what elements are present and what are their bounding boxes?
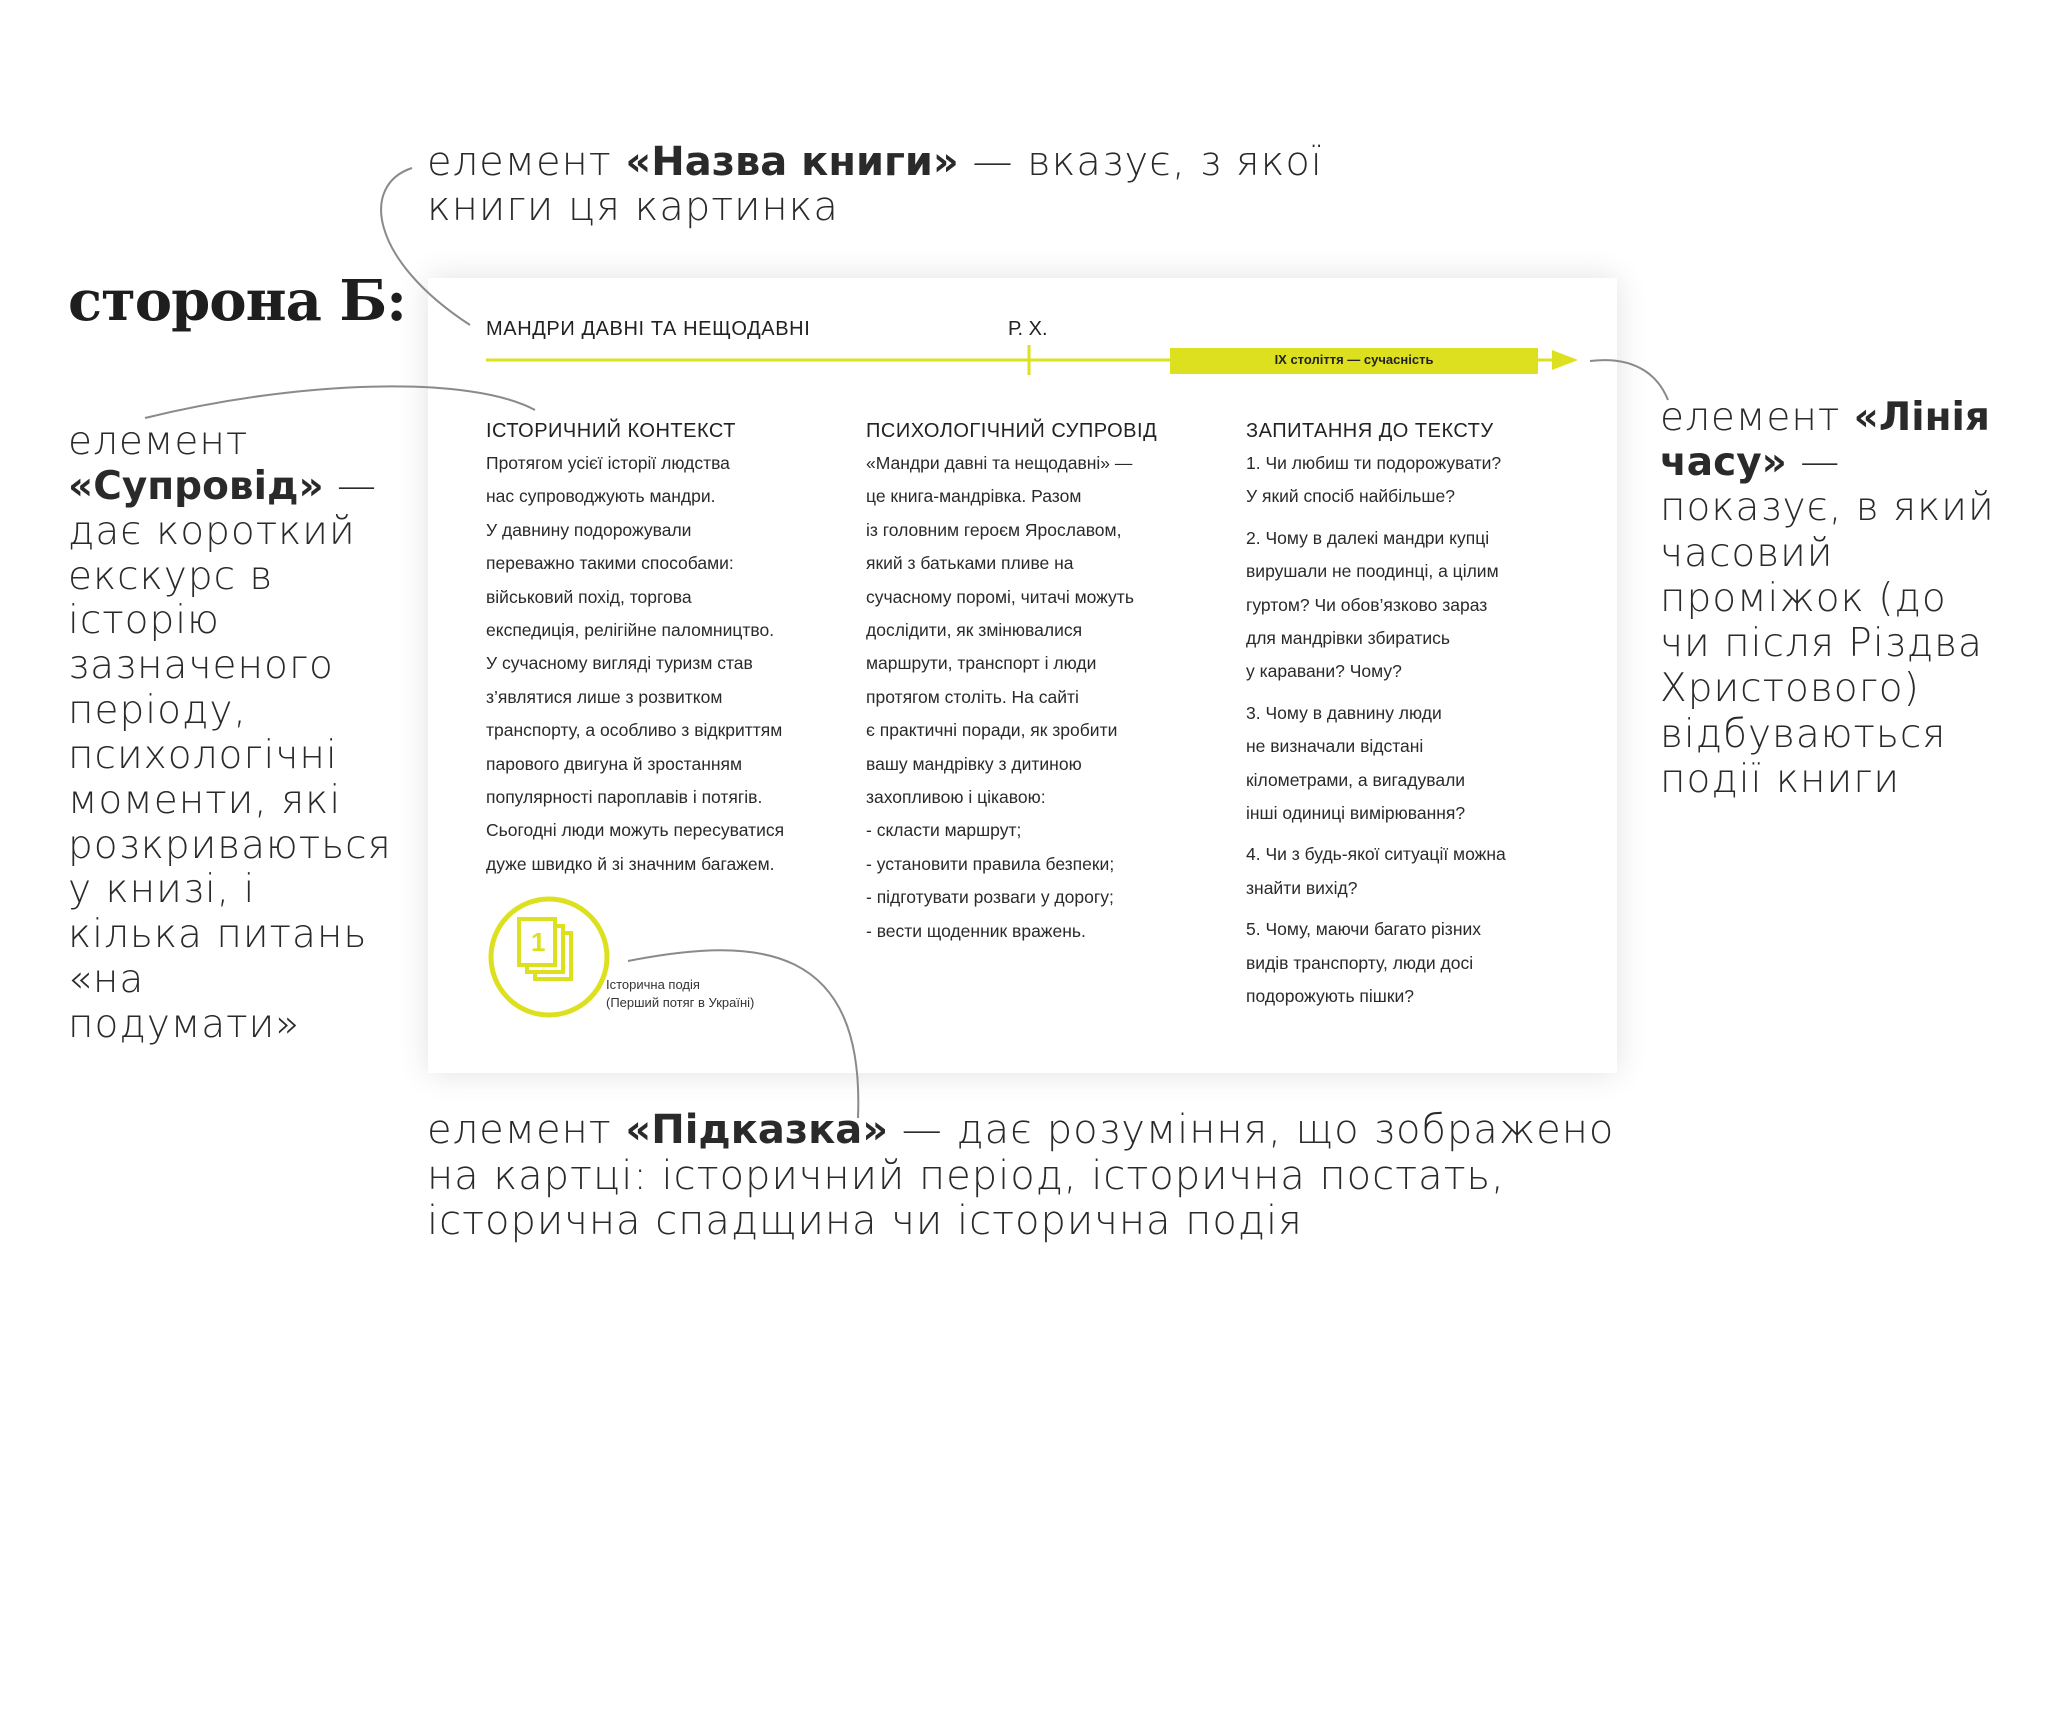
text-line: дослідити, як змінювалися [866, 620, 1083, 641]
text-line: - вести щоденник вражень. [866, 920, 1086, 941]
question-item: 5. Чому, маючи багато різних видів транспорту, люди досі подорожують пішки? [1246, 919, 1482, 1007]
hint-icon-number: 1 [531, 927, 546, 957]
text-line: - скласти маршрут; [866, 820, 1022, 841]
column-historical-context [486, 420, 826, 881]
annotation-name: «Супровід» [68, 463, 324, 509]
column-questions [1246, 420, 1576, 1022]
timeline-period-label: IX століття — сучасність [1274, 352, 1434, 367]
column-body [866, 447, 1206, 948]
text-line: є практичні поради, як зробити [866, 720, 1118, 741]
text-line: протягом століть. На сайті [866, 686, 1079, 707]
text-line: У давнину подорожували [486, 519, 692, 540]
column-heading: ПСИХОЛОГІЧНИЙ СУПРОВІД [866, 420, 1158, 442]
text-line: військовий похід, торгова [486, 586, 692, 607]
question-item: 4. Чи з будь-якої ситуації можна знайти вихід? [1246, 844, 1506, 898]
question-item: 1. Чи любиш ти подорожувати? У який спосіб найбільше? [1246, 453, 1502, 507]
annotation-book-title: елемент «Назва книги» — вказує, з якої книги ця картинка [427, 139, 1323, 230]
side-title: сторона Б: [68, 268, 406, 334]
text-line: із головним героєм Ярославом, [866, 519, 1122, 540]
book-title: МАНДРИ ДАВНІ ТА НЕЩОДАВНІ [486, 318, 811, 340]
text-line: - установити правила безпеки; [866, 853, 1115, 874]
text-line: це книга-мандрівка. Разом [866, 486, 1082, 507]
question-item: 3. Чому в давнину люди не визначали відстані кілометрами, а вигадували інші одиниці вимірювання? [1246, 702, 1466, 824]
text-line: переважно такими способами: [486, 553, 734, 574]
text-line: який з батьками пливе на [866, 553, 1074, 574]
text-line: вашу мандрівку з дитиною [866, 753, 1082, 774]
annotation-hint: елемент «Підказка» — дає розуміння, що зображено на картці: історичний період, історична постать, історична спадщина чи історична подія [427, 1107, 1615, 1245]
text-line: «Мандри давні та нещодавні» — [866, 453, 1133, 473]
text-line: захопливою і цікавою: [866, 787, 1046, 808]
timeline-arrow-icon [1552, 350, 1578, 370]
column-heading: ІСТОРИЧНИЙ КОНТЕКСТ [486, 420, 736, 442]
text-line: з’являтися лише з розвитком [486, 686, 723, 707]
text-line: - підготувати розваги у дорогу; [866, 887, 1114, 908]
historical-event-icon [487, 895, 617, 1025]
text-line: експедиція, релігійне паломництво. [486, 620, 775, 641]
text-line: нас супроводжують мандри. [486, 486, 716, 507]
hint-caption: Історична подія (Перший потяг в Україні) [606, 977, 755, 1010]
card-side-b [428, 278, 1617, 1073]
annotation-name: «Лінія часу» [1660, 395, 1990, 486]
annotation-name: «Назва книги» [625, 139, 959, 185]
text-line: маршрути, транспорт і люди [866, 653, 1097, 674]
text-line: транспорту, а особливо з відкриттям [486, 720, 783, 741]
annotation-support: елемент «Супровід» — дає короткий екскурс в історію зазначеного періоду, психологічні моменти, які розкриваються у книзі, і кілька питань «на подумати» [68, 419, 392, 1047]
question-item: 2. Чому в далекі мандри купці вирушали не поодинці, а цілим гуртом? Чи обов’язково зараз для мандрівки збиратись у каравани? Чому? [1246, 527, 1499, 682]
text-line: Сьогодні люди можуть пересуватися [486, 820, 785, 841]
column-heading: ЗАПИТАННЯ ДО ТЕКСТУ [1246, 420, 1494, 442]
text-line: Протягом усієї історії людства [486, 453, 730, 473]
text-line: У сучасному вигляді туризм став [486, 653, 753, 674]
text-line: парового двигуна й зростанням [486, 753, 743, 774]
column-psychological-support [866, 420, 1206, 948]
annotation-name: «Підказка» [625, 1107, 889, 1153]
text-line: дуже швидко й зі значним багажем. [486, 853, 775, 874]
text-line: популярності пароплавів і потягів. [486, 787, 763, 808]
annotation-timeline: елемент «Лінія часу» — показує, в який часовий проміжок (до чи після Різдва Христового) відбуваються події книги [1660, 395, 1995, 802]
timeline-rx-label: Р. Х. [1008, 318, 1048, 340]
text-line: сучасному поромі, читачі можуть [866, 586, 1134, 607]
column-body [486, 447, 826, 881]
